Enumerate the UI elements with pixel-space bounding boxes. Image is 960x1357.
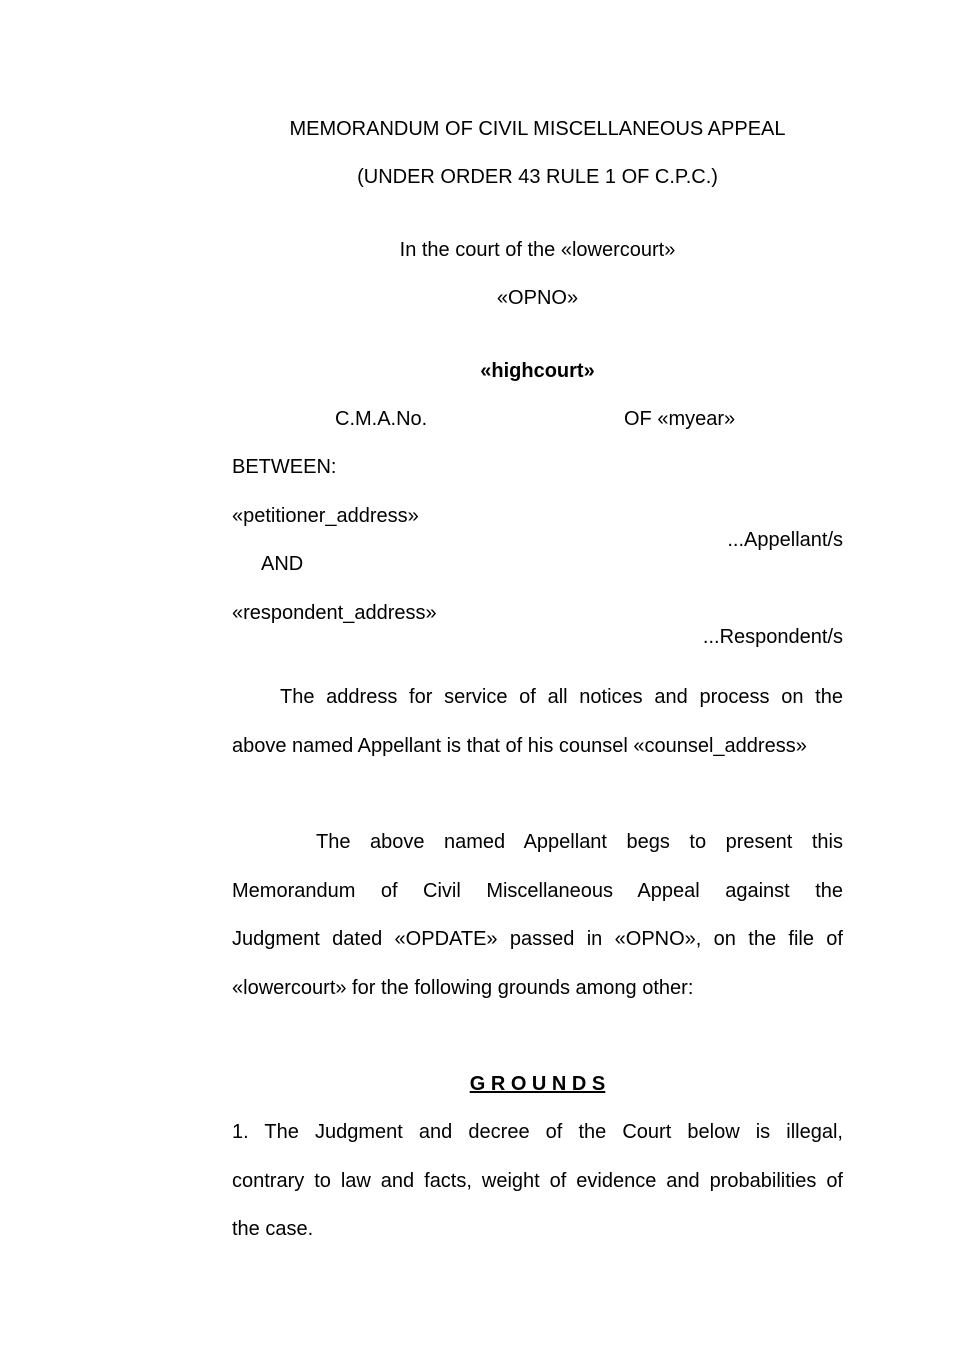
cma-number-label: C.M.A.No. bbox=[335, 408, 428, 430]
grounds-heading: G R O U N D S bbox=[469, 1073, 606, 1095]
present-para-line-1: The above named Appellant begs to present this bbox=[316, 831, 843, 853]
ground-1-line-3: the case. bbox=[232, 1218, 314, 1240]
document-title: MEMORANDUM OF CIVIL MISCELLANEOUS APPEAL bbox=[289, 118, 786, 140]
case-year-field: OF «myear» bbox=[624, 408, 736, 430]
ground-1-line-2: contrary to law and facts, weight of evidence and probabilities of bbox=[232, 1170, 843, 1192]
opno-field: «OPNO» bbox=[496, 287, 579, 309]
present-para-line-4: «lowercourt» for the following grounds among other: bbox=[232, 977, 694, 999]
appellant-label: ...Appellant/s bbox=[727, 529, 843, 551]
petitioner-address: «petitioner_address» bbox=[232, 505, 419, 527]
address-para-line-1: The address for service of all notices and process on the bbox=[280, 686, 843, 708]
ground-1-line-1: 1. The Judgment and decree of the Court below is illegal, bbox=[232, 1121, 843, 1143]
between-label: BETWEEN: bbox=[232, 456, 337, 478]
address-para-line-2: above named Appellant is that of his counsel «counsel_address» bbox=[232, 735, 807, 757]
respondent-label: ...Respondent/s bbox=[702, 626, 843, 648]
present-para-line-3: Judgment dated «OPDATE» passed in «OPNO», on the file of bbox=[232, 928, 843, 950]
and-label: AND bbox=[261, 553, 304, 575]
high-court-field: «highcourt» bbox=[480, 360, 595, 382]
respondent-address: «respondent_address» bbox=[232, 602, 437, 624]
document-subtitle: (UNDER ORDER 43 RULE 1 OF C.P.C.) bbox=[357, 166, 718, 188]
present-para-line-2: Memorandum of Civil Miscellaneous Appeal against the bbox=[232, 880, 843, 902]
lower-court-line: In the court of the «lowercourt» bbox=[399, 239, 676, 261]
